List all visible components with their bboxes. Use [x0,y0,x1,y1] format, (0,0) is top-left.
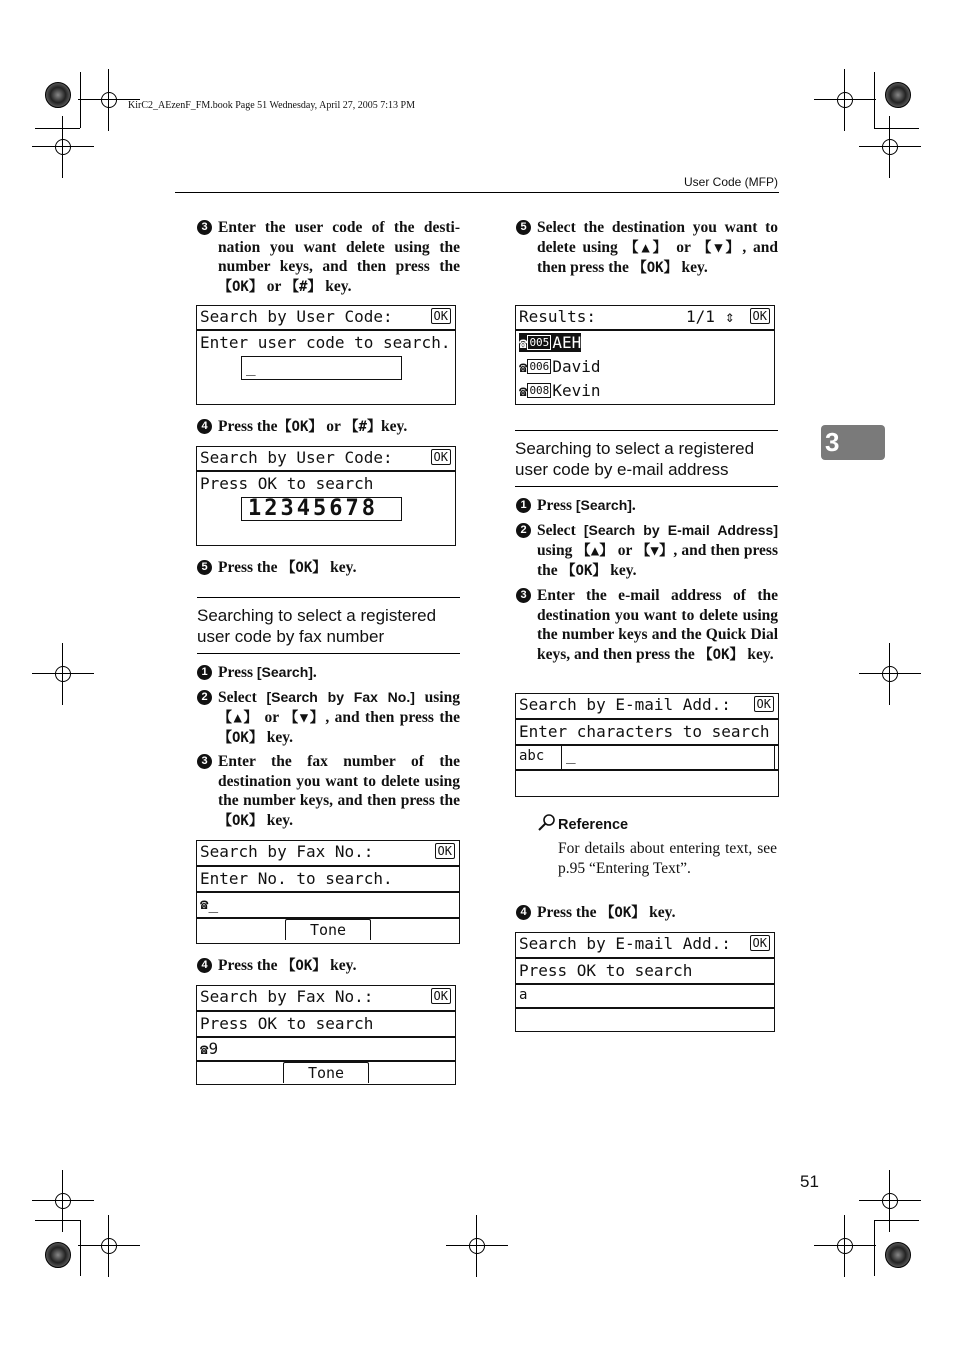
reference-title: Reference [558,817,629,833]
registration-disc-icon [885,82,911,108]
ok-badge: OK [750,308,770,324]
section-heading-fax: Searching to select a registered user code by fax number [197,597,460,654]
hash-key: 【#】 [284,278,322,295]
step-select-destination: 5 Select the destination you want to delete using 【▲】 or 【▼】, and then press the 【OK】 key. [516,218,778,279]
page-number: 51 [800,1172,819,1191]
crosshair-icon [834,1235,856,1257]
search-key: [Search] [575,497,632,513]
reference-body: For details about entering text, see p.95 “Entering Text”. [558,840,777,877]
lcd-results [515,305,775,405]
crop-line [80,72,81,128]
step-number: 3 [197,220,212,235]
lcd-prompt: Press OK to search [200,1014,374,1033]
step-number: 1 [197,665,212,680]
step-number: 4 [197,419,212,434]
lcd-press-ok-user-code [196,446,456,546]
crosshair-icon [52,136,74,158]
step-number: 2 [197,690,212,705]
crosshair-icon [879,663,901,685]
lcd-prompt: Press OK to search [200,474,374,493]
lcd-press-ok-fax [196,985,456,1085]
ok-key: 【OK】 [218,730,263,747]
ok-key: 【OK】 [281,560,327,576]
step-press-ok-key: 5 Press the 【OK】 key. [197,558,460,579]
ok-badge: OK [750,935,770,951]
step-press-ok: 4 Press the【OK】 or 【#】key. [197,417,460,438]
fax-input: 9 [208,1039,219,1058]
down-key: 【▼】 [284,709,326,726]
user-code-value: 12345678 [241,497,402,521]
magnifier-icon [537,813,557,833]
header-rule [175,192,779,193]
file-info: KirC2_AEzenF_FM.book Page 51 Wednesday, April 27, 2005 7:13 PM [128,100,415,111]
crosshair-icon [834,89,856,111]
step-number: 5 [197,560,212,575]
lcd-prompt: Press OK to search [519,961,693,980]
fax-step-press-search: 1 Press [Search]. [197,663,460,683]
crosshair-icon [52,663,74,685]
crosshair-icon [879,136,901,158]
fax-input: _ [208,894,219,913]
lcd-title: Results: [519,307,597,326]
registration-disc-icon [885,1242,911,1268]
ok-badge: OK [431,308,451,324]
email-step-select-search: 2 Select [Search by E-mail Address] using 【▲】 or 【▼】, and then press the 【OK】 key. [516,521,778,582]
result-name: Kevin [552,381,601,400]
step-number: 3 [197,754,212,769]
lcd-title: Search by Fax No.: [200,987,374,1006]
ok-key: 【OK】 [281,958,327,974]
result-id: 006 [529,360,550,373]
step-number: 4 [197,958,212,973]
lcd-search-email [515,693,779,797]
result-name: David [552,357,601,376]
lcd-title: Search by User Code: [200,448,393,467]
chapter-tab: 3 [821,425,885,460]
lcd-prompt: Enter characters to search [519,722,770,741]
step-enter-user-code: 3 Enter the user code of the desti-nation you want delete using the number keys, and then press the 【OK】 or 【#】 key. [197,218,460,297]
crosshair-icon [52,1190,74,1212]
tone-button: Tone [285,919,371,940]
lcd-prompt: Enter No. to search. [200,869,393,888]
email-step-press-ok: 4 Press the 【OK】 key. [516,903,778,924]
ok-badge: OK [431,449,451,465]
lcd-title: Search by E-mail Add.: [519,934,731,953]
result-row [516,380,774,403]
section-heading-email: Searching to select a registered user code by e-mail address [515,430,778,487]
step-number: 3 [516,588,531,603]
crop-line [80,1220,81,1276]
search-by-fax-key: [Search by Fax No.] [266,689,415,705]
ok-key: 【OK】 [218,278,263,295]
crop-line [874,1220,875,1276]
fax-step-enter-number: 3 Enter the fax number of the destination you want to delete using the number keys, and then press the 【OK】 key. [197,752,460,831]
lcd-press-ok-email [515,932,775,1032]
crosshair-icon [98,1235,120,1257]
lcd-prompt: Enter user code to search. [200,333,451,352]
crosshair-icon [98,89,120,111]
crop-line [874,72,875,128]
lcd-title: Search by User Code: [200,307,393,326]
ok-key: 【OK】 [600,905,646,921]
fax-icon: ☎ [519,360,528,376]
crop-line [874,128,919,129]
fax-step-press-ok: 4 Press the 【OK】 key. [197,956,460,977]
ok-badge: OK [435,843,455,859]
step-number: 5 [516,220,531,235]
up-key: 【▲】 [218,709,260,726]
running-header: User Code (MFP) [683,175,778,189]
fax-icon: ☎ [519,384,528,400]
down-key: 【▼】 [697,239,743,256]
fax-icon: ☎ [519,336,528,352]
input-mode: abc [519,748,545,764]
ok-key: 【OK】 [277,419,323,435]
search-by-email-key: [Search by E-mail Address] [583,522,779,538]
hash-key: 【#】 [344,419,381,435]
up-down-arrows-icon: ⇕ [725,307,735,326]
up-key: 【▲】 [576,542,614,559]
email-input: a [519,987,528,1003]
ok-key: 【OK】 [561,563,607,580]
ok-badge: OK [754,696,774,712]
crosshair-icon [879,1190,901,1212]
lcd-search-fax [196,840,460,944]
email-step-press-search: 1 Press [Search]. [516,496,778,516]
ok-key: 【OK】 [632,260,678,277]
email-step-enter-address: 3 Enter the e-mail address of the destination you want to delete using the number keys and the Quick Dial keys, and then press the 【OK】 key. [516,586,778,665]
step-number: 2 [516,523,531,538]
crop-line [874,1220,919,1221]
result-row [516,332,774,355]
result-count: 1/1 [686,307,715,326]
ok-key: 【OK】 [218,812,263,829]
result-id: 008 [529,384,550,397]
fax-icon: ☎ [200,1042,209,1058]
down-key: 【▼】 [636,542,674,559]
step-number: 4 [516,905,531,920]
crosshair-icon [466,1235,488,1257]
email-input: _ [561,745,775,769]
crop-line [35,128,80,129]
step-number: 1 [516,498,531,513]
lcd-title: Search by E-mail Add.: [519,695,731,714]
user-code-input: _ [241,356,402,380]
fax-icon: ☎ [200,897,209,913]
lcd-search-user-code [196,305,456,405]
up-key: 【▲】 [624,239,670,256]
crop-line [35,1220,80,1221]
ok-badge: OK [431,988,451,1004]
registration-disc-icon [45,1242,71,1268]
tone-button: Tone [283,1062,369,1083]
search-key: [Search] [256,664,313,680]
ok-key: 【OK】 [698,646,744,663]
result-id: 005 [529,336,550,349]
result-row [516,356,774,379]
fax-step-select-search: 2 Select [Search by Fax No.] using 【▲】 or 【▼】, and then press the 【OK】 key. [197,688,460,749]
result-name: AEH [552,333,582,352]
registration-disc-icon [45,82,71,108]
lcd-title: Search by Fax No.: [200,842,374,861]
